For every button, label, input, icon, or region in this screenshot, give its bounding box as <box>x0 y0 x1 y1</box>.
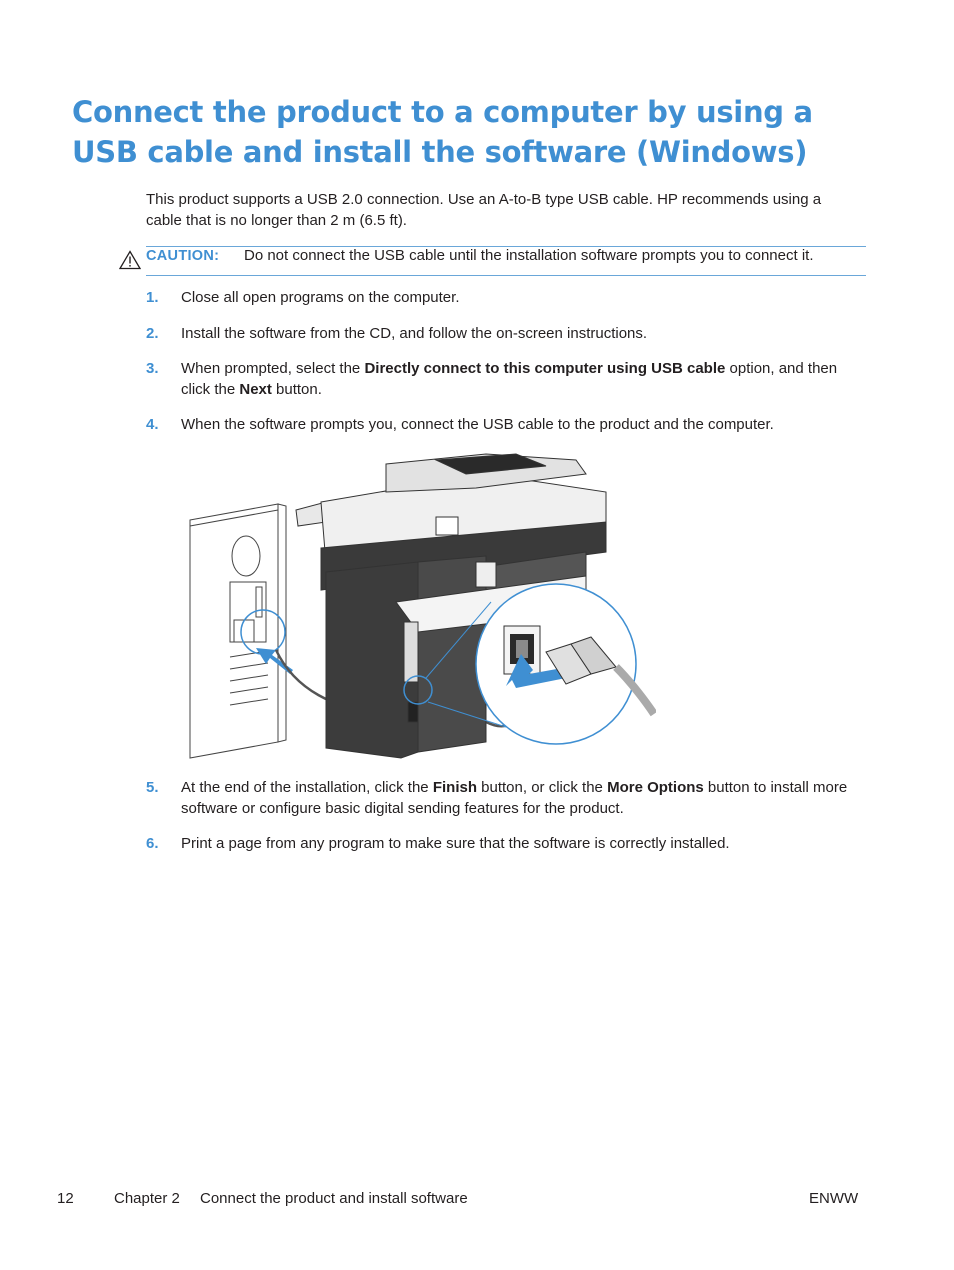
footer-chapter: Chapter 2 <box>114 1190 180 1207</box>
button-name: Next <box>239 381 272 398</box>
step-number: 6. <box>146 835 159 852</box>
caution-text: Do not connect the USB cable until the installation software prompts you to connect it. <box>244 247 814 264</box>
warning-triangle-icon <box>119 250 141 270</box>
step-number: 1. <box>146 289 159 306</box>
usb-connection-illustration <box>186 452 656 760</box>
computer-tower <box>190 504 286 758</box>
usb-b-port-detail <box>476 584 654 744</box>
caution-box <box>146 246 866 276</box>
caution-label: CAUTION: <box>146 248 220 264</box>
option-name: Directly connect to this computer using USB cable <box>364 360 726 377</box>
footer-chapter-title: Connect the product and install software <box>200 1190 468 1207</box>
footer-enww: ENWW <box>809 1190 859 1207</box>
step-number: 5. <box>146 779 159 796</box>
step-number: 4. <box>146 416 159 433</box>
step-text: When the software prompts you, connect the USB cable to the product and the computer. <box>181 416 774 433</box>
step-text: Print a page from any program to make sure that the software is correctly installed. <box>181 835 730 852</box>
step-text: Close all open programs on the computer. <box>181 289 460 306</box>
page-title: Connect the product to a computer by using a USB cable and install the software (Windows) <box>72 95 813 169</box>
step-text: At the end of the installation, click the Finish button, or click the More Options button to install more software or configure basic digital sending features for the product. <box>181 779 848 817</box>
page-number: 12 <box>57 1190 74 1207</box>
step-number: 2. <box>146 325 159 342</box>
button-name: Finish <box>432 779 477 796</box>
button-name: More Options <box>607 779 704 796</box>
intro-paragraph: This product supports a USB 2.0 connection. Use an A-to-B type USB cable. HP recommends using a cable that is no longer than 2 m (6.5 ft). <box>146 191 822 229</box>
step-text: Install the software from the CD, and follow the on-screen instructions. <box>181 325 648 342</box>
step-number: 3. <box>146 360 159 377</box>
step-text: When prompted, select the Directly connect to this computer using USB cable option, and then click the Next button. <box>181 360 838 398</box>
